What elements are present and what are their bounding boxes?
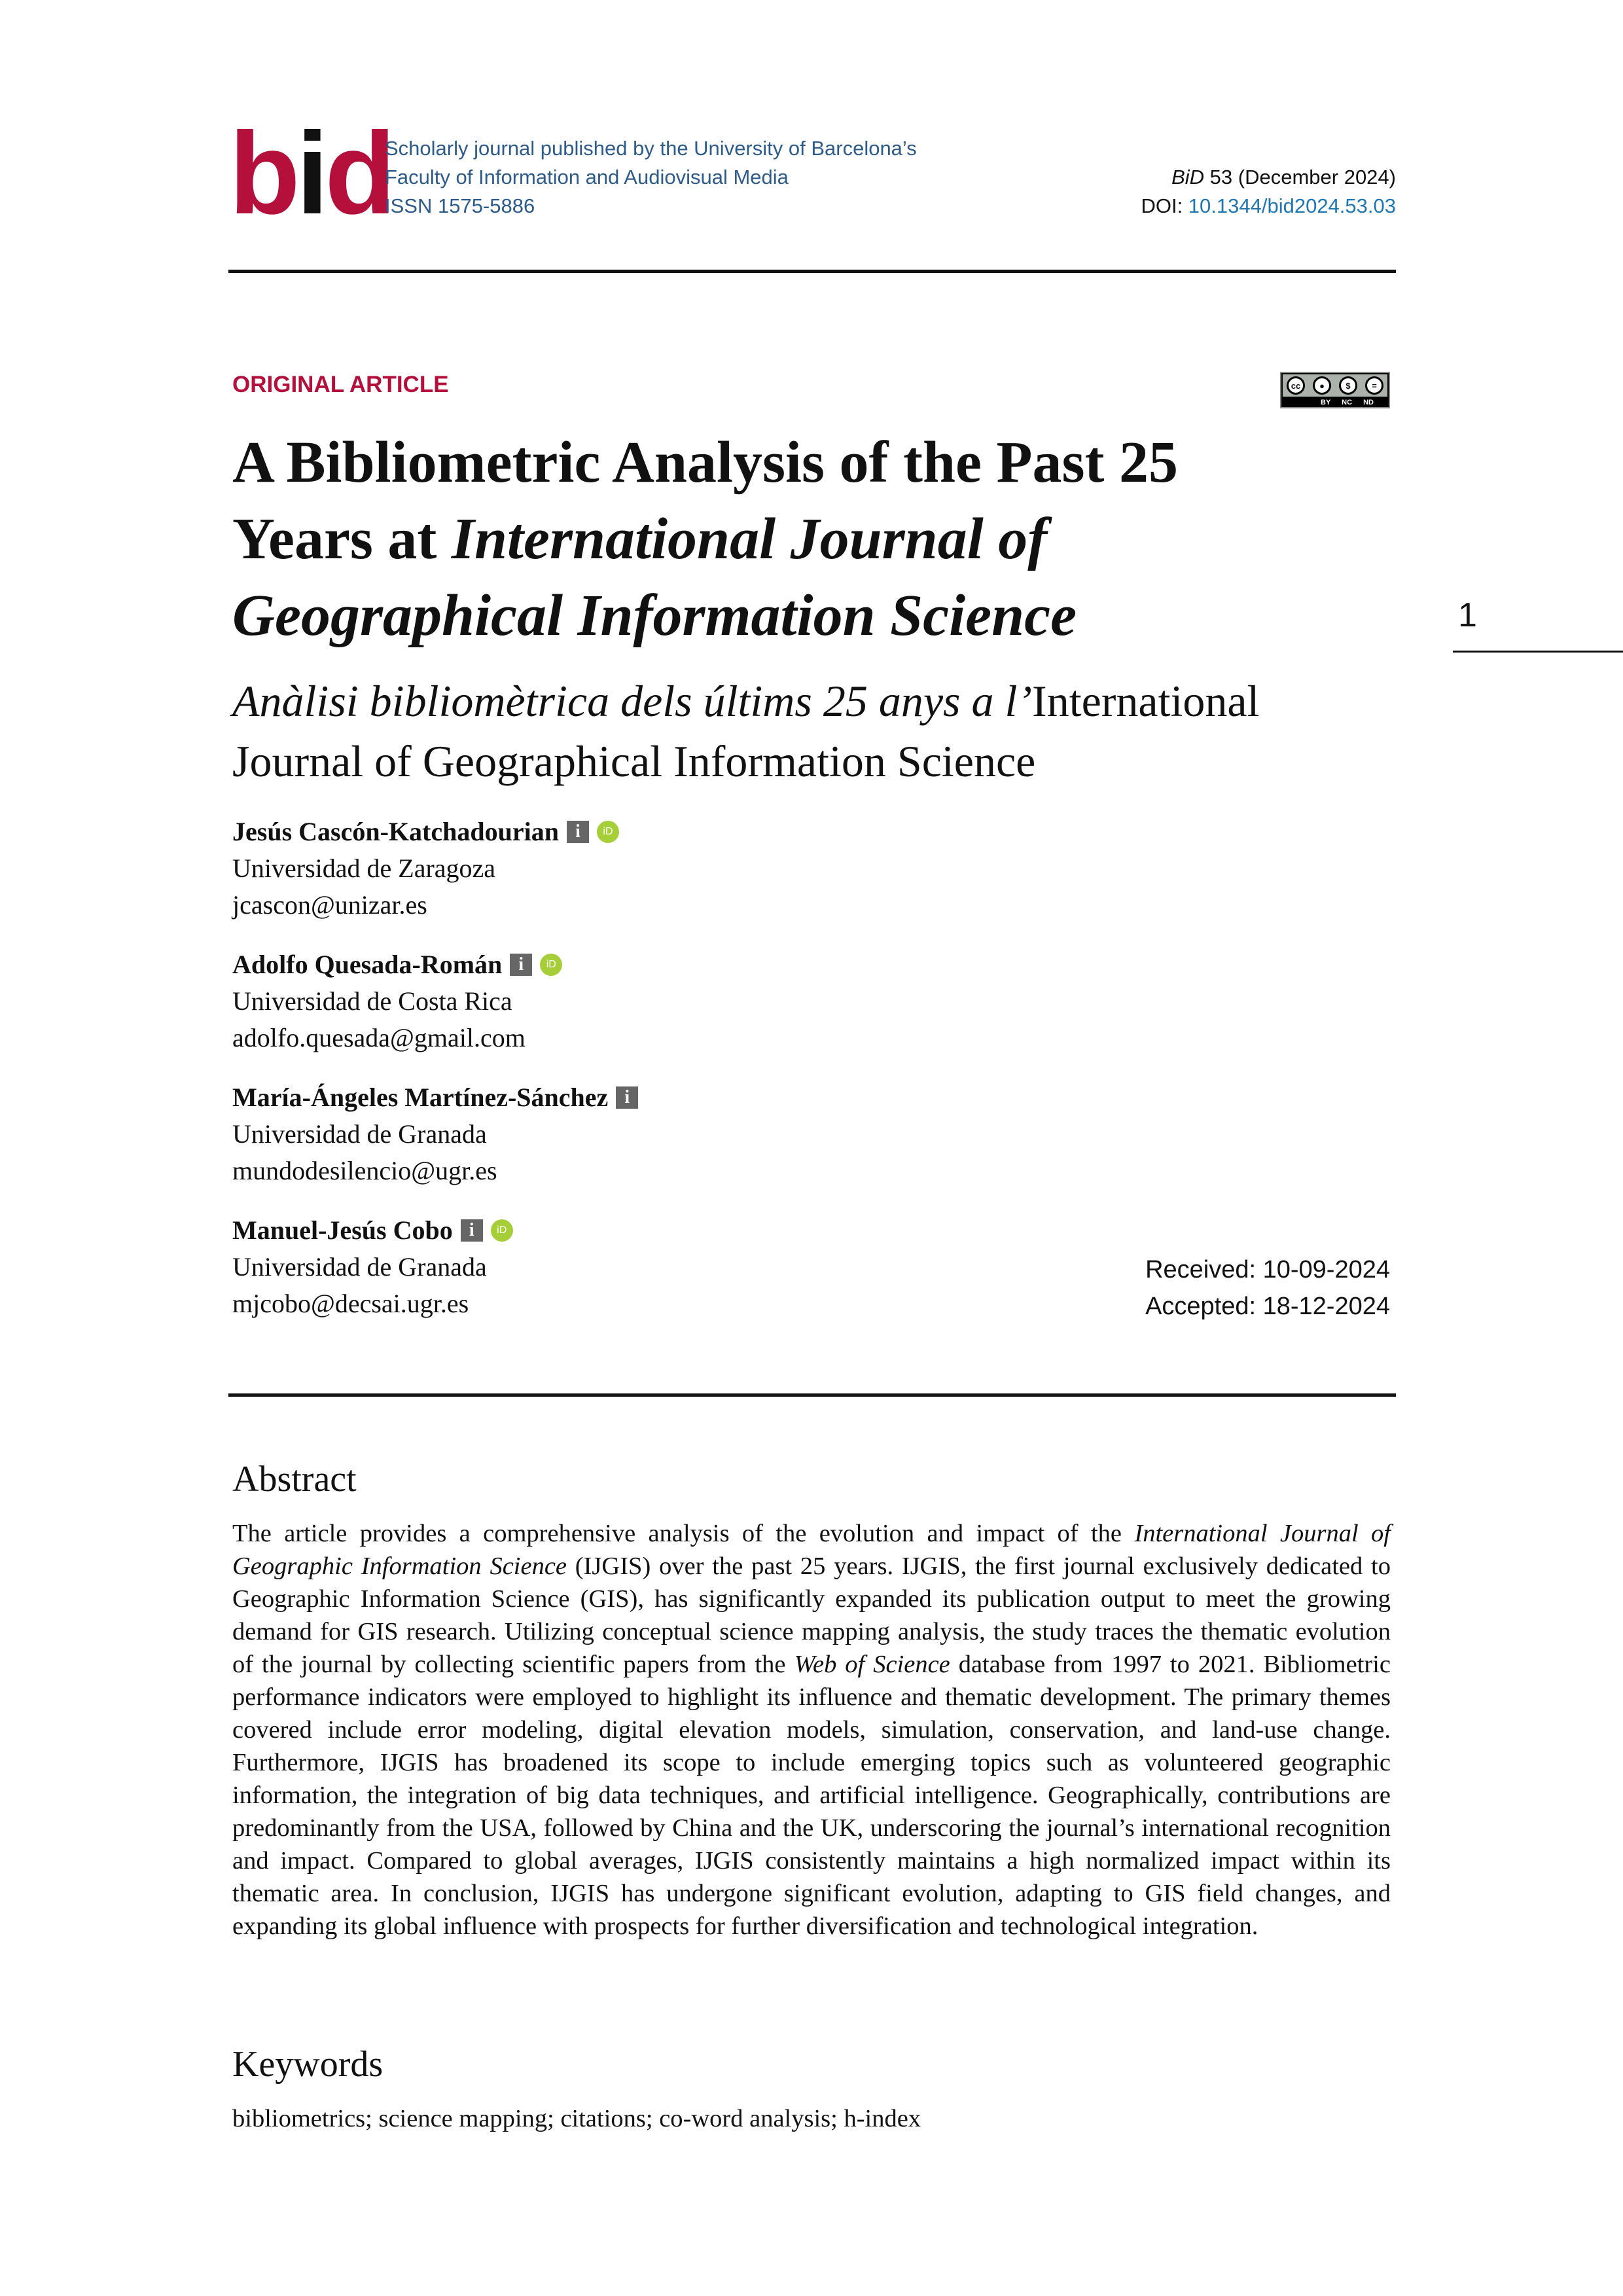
issue-date: 53 (December 2024) bbox=[1204, 166, 1396, 188]
abstract-database-name: Web of Science bbox=[794, 1651, 950, 1678]
author-email[interactable]: mjcobo@decsai.ugr.es bbox=[232, 1289, 469, 1318]
author-name: Jesús Cascón-Katchadourian bbox=[232, 817, 559, 846]
keywords-list: bibliometrics; science mapping; citations; co-word analysis; h-index bbox=[232, 2105, 921, 2132]
article-title bbox=[232, 424, 1410, 654]
journal-issn: ISSN 1575-5886 bbox=[385, 194, 535, 217]
title-journal: International Journal of bbox=[451, 507, 1048, 571]
abstract-journal-name: International Journal of Geographic Information Science bbox=[232, 1520, 1391, 1580]
doi-link[interactable]: 10.1344/bid2024.53.03 bbox=[1188, 194, 1396, 217]
abstract-text bbox=[232, 1517, 1391, 1943]
orcid-icon[interactable]: iD bbox=[540, 954, 562, 976]
title-line: A Bibliometric Analysis of the Past 25 bbox=[232, 430, 1178, 495]
abstract-heading: Abstract bbox=[232, 1459, 357, 1499]
issue-name: BiD bbox=[1171, 166, 1205, 188]
author-affiliation: Universidad de Costa Rica bbox=[232, 986, 512, 1016]
author-affiliation: Universidad de Granada bbox=[232, 1252, 487, 1282]
license-labels: BY NC ND bbox=[1321, 399, 1374, 406]
author-block bbox=[232, 1212, 513, 1322]
title-line bbox=[232, 577, 1410, 654]
nd-equals-icon: = bbox=[1365, 376, 1383, 395]
abstract-segment: database from 1997 to 2021. Bibliometric performance indicators were employed to highlight its influence and thematic development. The primary themes covered include error modeling, digital elevation models, simulation, conservation, and land-use change. Furthermore, IJGIS has broadened its scope to include emerging topics such as volunteered geographic information, the integration of big data techniques, and artificial intelligence. Geographically, contributions are predominantly from the USA, followed by China and the UK, underscoring the journal’s international recognition and impact. Compared to global averages, IJGIS consistently maintains a high normalized impact within its thematic area. In conclusion, IJGIS has undergone significant evolution, adapting to GIS field changes, and expanding its global influence with prospects for further diversification and technological integration. bbox=[232, 1651, 1391, 1940]
nc-dollar-icon: $ bbox=[1339, 376, 1357, 395]
title-journal: Geographical Information Science bbox=[232, 583, 1077, 648]
info-icon[interactable]: i bbox=[461, 1219, 483, 1242]
subtitle-italic: Anàlisi bibliomètrica dels últims 25 anys a l’ bbox=[232, 676, 1033, 726]
author-block bbox=[232, 946, 562, 1056]
abstract-segment: (IJGIS) over the past 25 years. IJGIS, the first journal exclusively dedicated to Geographic Information Science (GIS), has significantly expanded its publication output to meet the growing demand for GIS research. Utilizing conceptual science mapping analysis, the study traces the thematic evolution of the journal by collecting scientific papers from the bbox=[232, 1552, 1391, 1678]
page-number-rule bbox=[1453, 651, 1623, 653]
title-line bbox=[232, 501, 1410, 577]
bid-logo bbox=[229, 108, 392, 238]
article-dates bbox=[1145, 1251, 1390, 1325]
received-date: Received: 10-09-2024 bbox=[1145, 1256, 1390, 1283]
title-text: Years at bbox=[232, 507, 452, 571]
by-person-icon: ● bbox=[1313, 376, 1331, 395]
info-icon[interactable]: i bbox=[510, 954, 532, 976]
author-block bbox=[232, 814, 619, 924]
author-name: María-Ángeles Martínez-Sánchez bbox=[232, 1083, 609, 1112]
keywords-heading: Keywords bbox=[232, 2044, 383, 2085]
abstract-segment: The article provides a comprehensive analysis of the evolution and impact of the bbox=[232, 1520, 1135, 1547]
author-name: Adolfo Quesada-Román bbox=[232, 950, 503, 979]
issue-info bbox=[1141, 163, 1396, 221]
author-email[interactable]: adolfo.quesada@gmail.com bbox=[232, 1023, 526, 1052]
author-email[interactable]: mundodesilencio@ugr.es bbox=[232, 1156, 497, 1185]
orcid-icon[interactable]: iD bbox=[597, 821, 619, 843]
subtitle-journal: International Journal of Geographical Information Science bbox=[232, 676, 1260, 786]
journal-publisher: Scholarly journal published by the University of Barcelona’s bbox=[385, 137, 917, 160]
logo-letter: b bbox=[229, 108, 296, 238]
page-number: 1 bbox=[1458, 596, 1477, 634]
article-type: ORIGINAL ARTICLE bbox=[232, 372, 449, 397]
journal-info bbox=[385, 134, 917, 221]
cc-icon: cc bbox=[1287, 376, 1305, 395]
logo-letter: d bbox=[325, 108, 392, 238]
doi-label: DOI: bbox=[1141, 194, 1188, 217]
header-divider bbox=[228, 270, 1396, 273]
author-affiliation: Universidad de Zaragoza bbox=[232, 853, 496, 883]
author-block bbox=[232, 1079, 638, 1189]
accepted-date: Accepted: 18-12-2024 bbox=[1145, 1293, 1390, 1320]
doi bbox=[1141, 192, 1396, 221]
cc-license-badge[interactable] bbox=[1280, 372, 1390, 408]
section-divider bbox=[228, 1393, 1396, 1397]
orcid-icon[interactable]: iD bbox=[491, 1219, 513, 1242]
logo-letter: i bbox=[296, 108, 325, 238]
article-subtitle bbox=[232, 671, 1397, 791]
info-icon[interactable]: i bbox=[567, 821, 589, 843]
author-email[interactable]: jcascon@unizar.es bbox=[232, 890, 427, 920]
info-icon[interactable]: i bbox=[616, 1086, 638, 1109]
journal-faculty: Faculty of Information and Audiovisual Media bbox=[385, 166, 789, 188]
author-affiliation: Universidad de Granada bbox=[232, 1119, 487, 1149]
issue-number bbox=[1141, 163, 1396, 192]
author-name: Manuel-Jesús Cobo bbox=[232, 1215, 453, 1245]
